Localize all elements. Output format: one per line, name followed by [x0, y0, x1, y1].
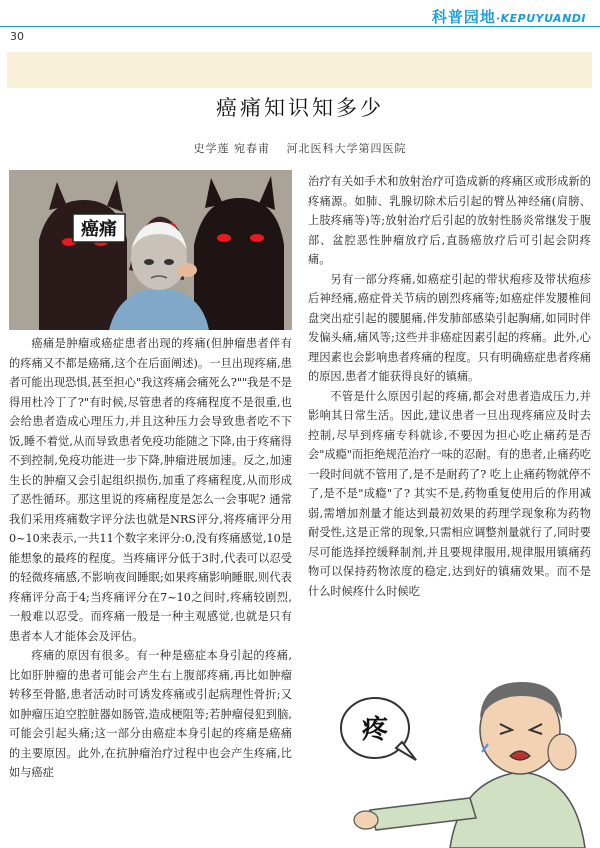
- brand-name: 科普园地: [431, 8, 496, 26]
- article-column-left: [9, 334, 292, 783]
- decorative-banner: [7, 52, 592, 88]
- speech-bubble-text: 疼: [361, 715, 389, 745]
- brand-subtitle: ·KEPUYUANDI: [495, 12, 586, 25]
- paragraph: 疼痛的原因有很多。有一种是癌症本身引起的疼痛,比如肝肿瘤的患者可能会产生右上腹部疼痛,再比如肿瘤转移至骨骼,患者活动时可诱发疼痛或引起病理性骨折;又如肿瘤压迫空腔脏器如肠管,造成梗阻等;若肿瘤侵犯到脑,可能会引起头痛;这一部分由癌症本身引起的疼痛是癌痛的主要原因。此外,在抗肿瘤治疗过程中也会产生疼痛,比如与癌症: [9, 649, 292, 779]
- article-title: 癌痛知识知多少: [216, 96, 384, 120]
- cancer-pain-illustration: [9, 170, 292, 330]
- page-number: 30: [10, 30, 24, 43]
- pain-cartoon: [330, 660, 592, 848]
- illustration-label: 癌痛: [81, 219, 117, 240]
- pain-monster-left: [39, 180, 127, 330]
- paragraph: 另有一部分疼痛,如癌症引起的带状疱疹及带状疱疹后神经痛,癌症骨关节病的剧烈疼痛等;如癌症伴发腰椎间盘突出症引起的腰腿痛,伴发肺部感染引起胸痛,如同时伴发偏头痛,痛风等;这些并非癌症因素引起的疼痛。此外,心理因素也会影响患者疼痛的程度。只有明确癌症患者疼痛的原因,患者才能获得良好的镇痛。: [308, 272, 591, 383]
- magazine-brand: [432, 6, 586, 27]
- paragraph: 治疗有关如手术和放射治疗可造成新的疼痛区或形成新的疼痛源。如肺、乳腺切除术后引起的臂丛神经痛(肩膀、上肢疼痛等)等;放射治疗后引起的放射性肠炎常继发于腹部、盆腔恶性肿瘤放疗后,直肠癌放疗后可引起会阴疼痛。: [308, 175, 591, 266]
- pain-monster-right: [194, 176, 284, 330]
- article-authors: 史学莲 宛春甫: [193, 142, 270, 155]
- header-divider: [0, 26, 600, 27]
- paragraph: 不管是什么原因引起的疼痛,都会对患者造成压力,并影响其日常生活。因此,建议患者一旦出现疼痛应及时去控制,尽早到疼痛专科就诊,不要因为担心吃止痛药是否会"成瘾"而拒绝规范治疗一味的忍耐。有的患者,止痛药吃一段时间就不管用了,是不是耐药了? 吃上止痛药物就停不了,是不是"成瘾"了? 其实不是,药物重复使用后的作用减弱,需增加剂量才能达到最初效果的药理学现象称为药物耐受性,这是正常的现象,只需相应调整剂量就行了,同时要尽可能选择控缓释制剂,并且要规律服用,规律服用镇痛药物可以保持药物浓度的稳定,达到好的镇痛效果。而不是什么时候疼什么时候吃: [308, 389, 591, 598]
- article-column-right: [308, 172, 591, 601]
- article-byline: [0, 140, 600, 156]
- article-affiliation: 河北医科大学第四医院: [286, 142, 407, 155]
- paragraph: 癌痛是肿瘤或癌症患者出现的疼痛(但肿瘤患者伴有的疼痛又不都是癌痛,这个在后面阐述)。一旦出现疼痛,患者可能出现恐惧,甚至担心"我这疼痛会痛死么?""我是不是得用杜冷丁了?"有时候,尽管患者的疼痛程度不是很重,也会给患者造成心理压力,并且这种压力会导致患者吃不下饭,睡不着觉,从而导致患者免疫功能随之下降,由于疼痛得不到控制,免疫功能进一步下降,肿瘤进展加速。反之,加速生长的肿瘤又会引起组织损伤,加重了疼痛程度,从而形成了恶性循环。那这里说的疼痛程度是怎么一会事呢? 通常我们采用疼痛数字评分法也就是NRS评分,将疼痛评分用0~10来表示,一共11个数字来评分:0,没有疼痛感觉,10是能想象的最疼的程度。当疼痛评分低于3时,代表可以忍受的轻微疼痛感,不影响夜间睡眠;如果疼痛影响睡眠,则代表疼痛评分高于4;当疼痛评分在7~10之间时,疼痛较剧烈,一般难以忍受。而疼痛一般是一种主观感觉,也就是只有患者本人才能体会及评估。: [9, 337, 292, 643]
